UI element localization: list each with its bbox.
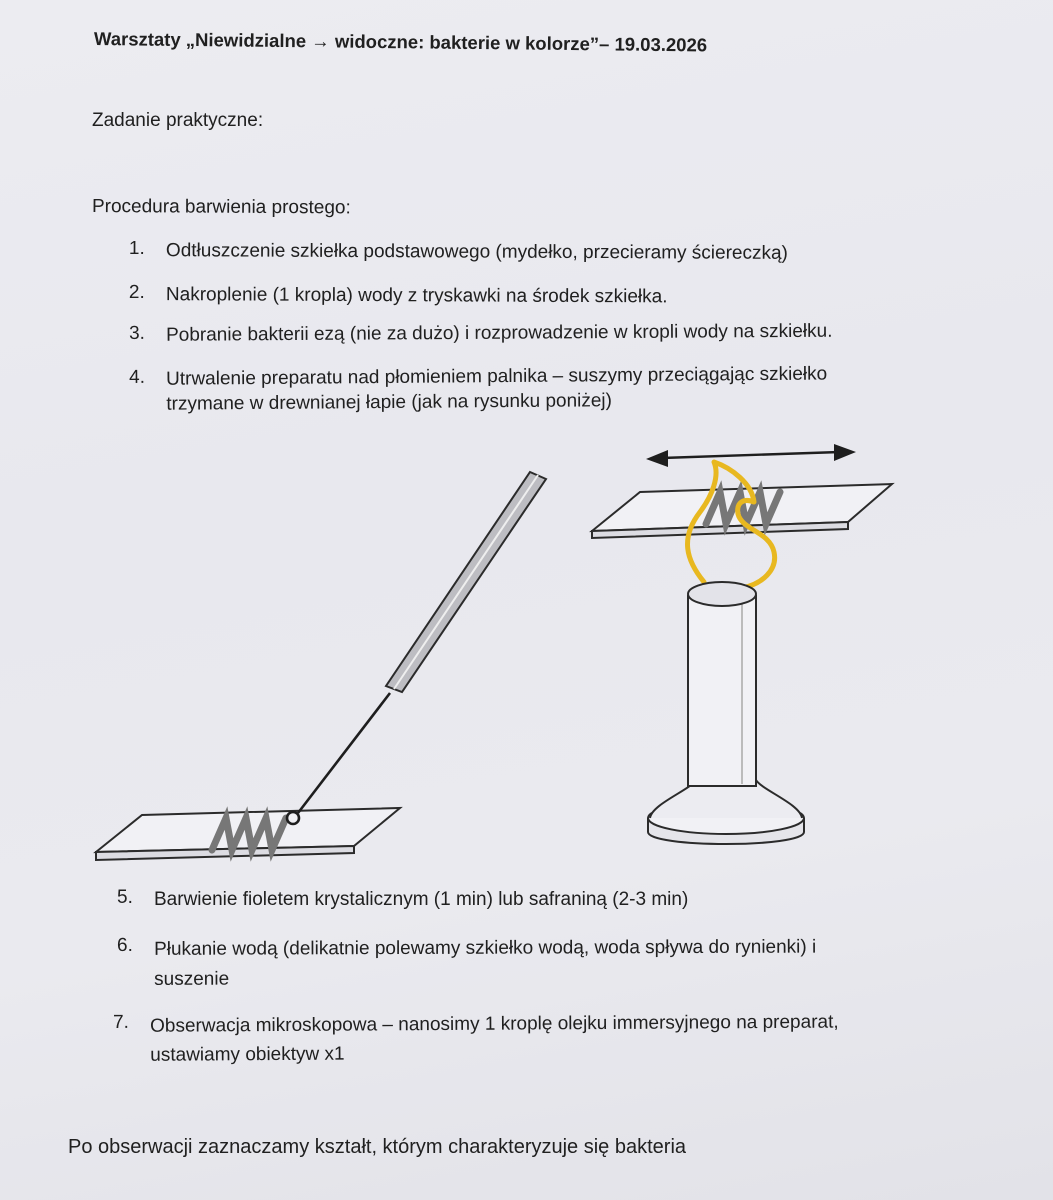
document-title: Warsztaty „Niewidzialne → widoczne: bakterie w kolorze”– 19.03.2026	[93, 28, 708, 56]
step-number: 2.	[128, 282, 145, 304]
task-heading: Zadanie praktyczne:	[92, 110, 264, 131]
step-number: 7.	[113, 1011, 129, 1033]
step-number: 6.	[117, 934, 133, 956]
double-arrow-icon	[646, 444, 856, 467]
bunsen-burner-icon	[648, 582, 804, 844]
step-text: Barwienie fioletem krystalicznym (1 min) lub safraniną (2-3 min)	[154, 889, 689, 910]
step-text: Nakroplenie (1 kropla) wody z tryskawki na środek szkiełka.	[165, 284, 668, 308]
step-text: Płukanie wodą (delikatnie polewamy szkiełko wodą, woda spływa do rynienki) i suszenie	[154, 936, 817, 990]
step-number: 1.	[128, 238, 145, 260]
step-number: 4.	[129, 366, 146, 388]
final-note: Po obserwacji zaznaczamy kształt, którym charakteryzuje się bakteria	[68, 1136, 687, 1158]
step-text: Utrwalenie preparatu nad płomieniem palnika – suszymy przeciągając szkiełko trzymane w drewnianej łapie (jak na rysunku poniżej)	[166, 363, 828, 415]
step-text: Pobranie bakterii ezą (nie za dużo) i rozprowadzenie w kropli wody na szkiełku.	[166, 320, 833, 346]
microscope-slide-icon	[96, 808, 400, 860]
microscope-slide-icon	[592, 484, 892, 538]
step-text: Odtłuszczenie szkiełka podstawowego (mydełko, przecieramy ściereczką)	[165, 240, 788, 264]
step-text: Obserwacja mikroskopowa – nanosimy 1 kroplę olejku immersyjnego na preparat, ustawiamy obiektyw x1	[150, 1011, 839, 1066]
step-number: 5.	[117, 887, 133, 908]
inoculating-loop-icon	[287, 472, 546, 824]
step-number: 3.	[129, 322, 145, 344]
procedure-heading: Procedura barwienia prostego:	[91, 196, 351, 219]
